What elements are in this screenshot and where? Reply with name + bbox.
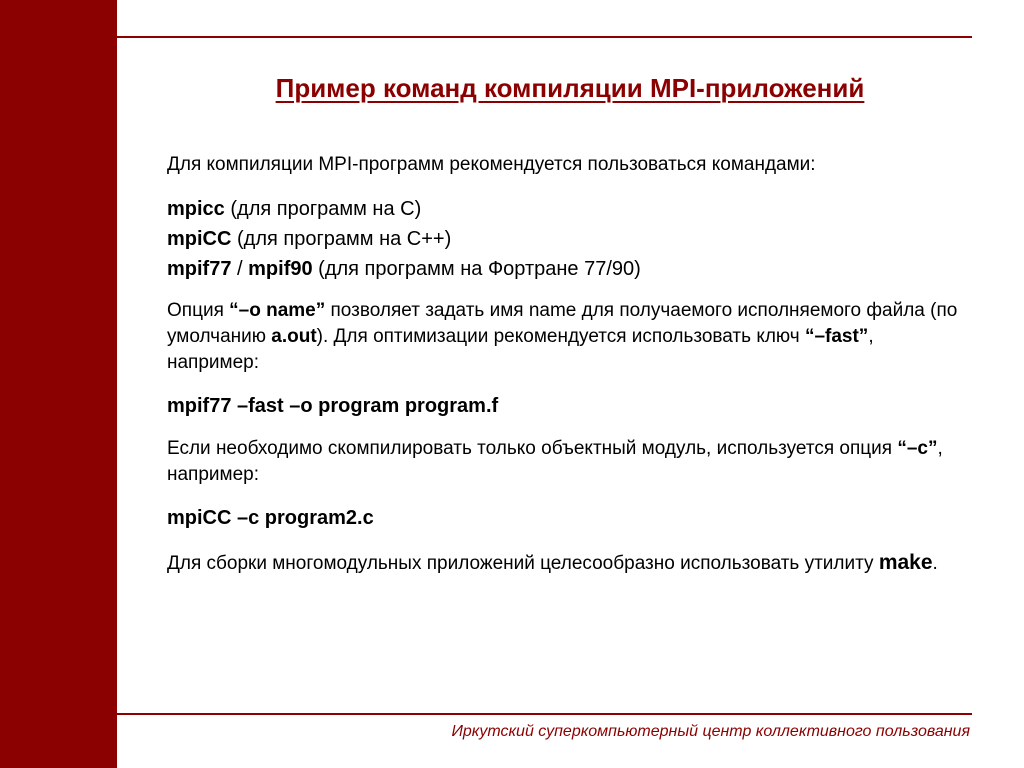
option-text-2: позволяет задать имя name для получаемого исполняемого файла (по умолчанию <box>167 300 958 347</box>
object-text-2: , например: <box>167 438 943 485</box>
command-mpicc-desc: (для программ на C) <box>224 198 422 220</box>
command-mpif90: mpif90 <box>248 258 313 280</box>
object-text-1: Если необходимо скомпилировать только объектный модуль, используется опция <box>167 438 898 459</box>
option-text-1: Опция <box>167 300 230 321</box>
command-separator: / <box>231 258 249 280</box>
slide-title: Пример команд компиляции MPI-приложений <box>275 73 865 103</box>
example-command-fast: mpif77 –fast –o program program.f <box>167 395 499 417</box>
option-c: “–c” <box>897 438 938 459</box>
bottom-divider <box>53 713 972 715</box>
object-module-paragraph <box>167 436 967 488</box>
intro-paragraph: Для компиляции MPI-программ рекомендуется пользоваться командами: <box>167 154 816 175</box>
left-accent-bar <box>0 0 117 768</box>
option-a-out: a.out <box>271 326 317 347</box>
option-paragraph <box>167 298 967 376</box>
option-text-3: ). Для оптимизации рекомендуется использовать ключ <box>316 326 805 347</box>
command-mpiCC: mpiCC <box>167 228 232 250</box>
command-line-cpp <box>167 228 451 250</box>
make-paragraph <box>167 548 967 579</box>
make-text-2: . <box>932 553 938 574</box>
slide-content <box>167 152 967 579</box>
command-mpicc: mpicc <box>167 198 225 220</box>
command-mpif77: mpif77 <box>167 258 232 280</box>
command-fortran-desc: (для программ на Фортране 77/90) <box>312 258 641 280</box>
option-o-name: “–o name” <box>229 300 326 321</box>
commands-list <box>167 194 967 284</box>
make-utility: make <box>878 551 933 574</box>
command-line-c <box>167 198 421 220</box>
command-mpiCC-desc: (для программ на C++) <box>231 228 452 250</box>
footer-organization: Иркутский суперкомпьютерный центр коллективного пользования <box>451 723 970 740</box>
example-command-c: mpiCC –c program2.c <box>167 507 374 529</box>
top-divider <box>53 36 972 38</box>
command-line-fortran <box>167 258 641 280</box>
option-fast: “–fast” <box>804 326 869 347</box>
option-text-4: , например: <box>167 326 874 373</box>
make-text-1: Для сборки многомодульных приложений целесообразно использовать утилиту <box>167 553 879 574</box>
